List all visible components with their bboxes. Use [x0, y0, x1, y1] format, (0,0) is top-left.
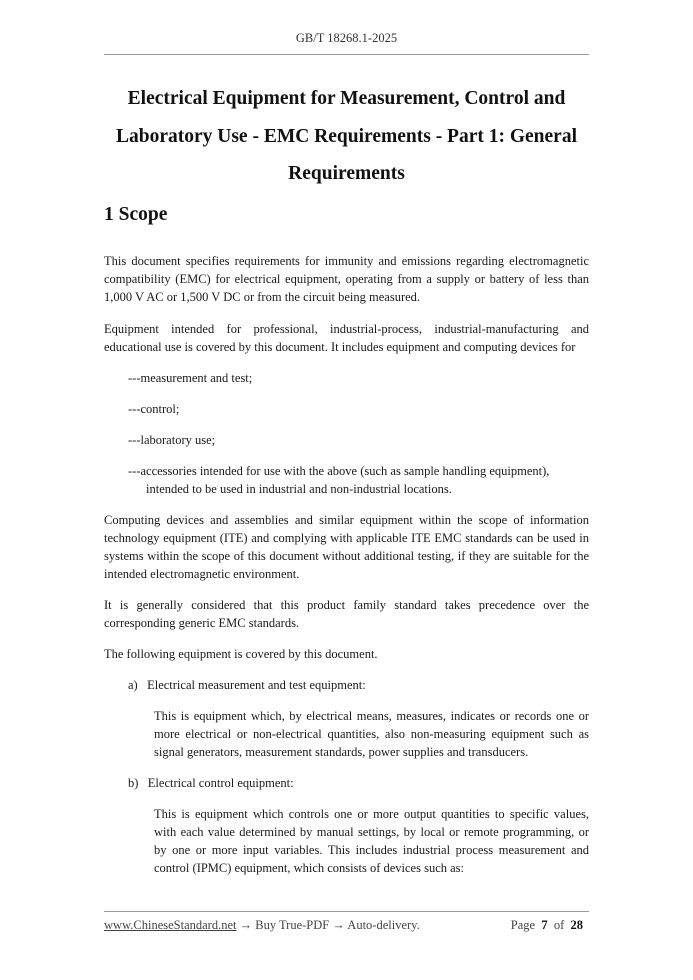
title-line-3: Requirements	[288, 163, 405, 184]
paragraph-3: Computing devices and assemblies and similar equipment within the scope of information technology equipment (ITE) and complying with applicable ITE EMC standards can be used in systems within the scope of this document without additional testing, if they are suitable for the intended electromagnetic environment.	[104, 513, 589, 581]
document-title	[104, 80, 589, 193]
list-item-a-body: This is equipment which, by electrical means, measures, indicates or records one or more electrical or non-electrical quantities, also non-measuring equipment such as signal generators, measurement standards, power supplies and transducers.	[154, 709, 589, 759]
footer-promo	[104, 918, 420, 933]
page-number: 7	[541, 918, 548, 932]
of-word: of	[553, 918, 565, 932]
section-heading-scope: 1 Scope	[104, 204, 168, 225]
list-item-a-label: a) Electrical measurement and test equipment:	[128, 678, 366, 692]
dash-item-accessories: ---accessories intended for use with the above (such as sample handling equipment),	[128, 464, 550, 478]
page-indicator	[511, 918, 583, 933]
header-divider	[104, 54, 589, 55]
document-body	[104, 252, 589, 877]
page-total: 28	[570, 918, 583, 932]
paragraph-1: This document specifies requirements for immunity and emissions regarding electromagnetic compatibility (EMC) for electrical equipment, operating from a supply or battery of less than 1,000 V AC or 1,500 V DC or from the circuit being measured.	[104, 254, 589, 304]
website-link[interactable]: www.ChineseStandard.net	[104, 918, 237, 932]
list-item-b-label: b) Electrical control equipment:	[128, 776, 294, 790]
title-line-1: Electrical Equipment for Measurement, Control and	[127, 88, 566, 109]
dash-item-laboratory: ---laboratory use;	[128, 433, 216, 447]
dash-item-measurement: ---measurement and test;	[128, 371, 253, 385]
list-item-b-body: This is equipment which controls one or more output quantities to specific values, with each value determined by manual settings, by local or remote programming, or by one or more input variables. This includes industrial process measurement and control (IPMC) equipment, which consists of devices such as:	[154, 807, 589, 875]
paragraph-2: Equipment intended for professional, industrial-process, industrial-manufacturing and educational use is covered by this document. It includes equipment and computing devices for	[104, 322, 589, 354]
title-line-2: Laboratory Use - EMC Requirements - Part 1: General	[115, 125, 578, 147]
dash-item-accessories-continued: intended to be used in industrial and non-industrial locations.	[146, 482, 452, 496]
dash-item-control: ---control;	[128, 402, 180, 416]
paragraph-4: It is generally considered that this product family standard takes precedence over the corresponding generic EMC standards.	[104, 598, 589, 630]
page-word: Page	[510, 918, 536, 932]
footer-promo-text: → Buy True-PDF → Auto-delivery.	[236, 918, 420, 932]
paragraph-5: The following equipment is covered by this document.	[104, 647, 378, 661]
footer-divider	[104, 911, 589, 912]
document-code-header: GB/T 18268.1-2025	[295, 31, 398, 45]
